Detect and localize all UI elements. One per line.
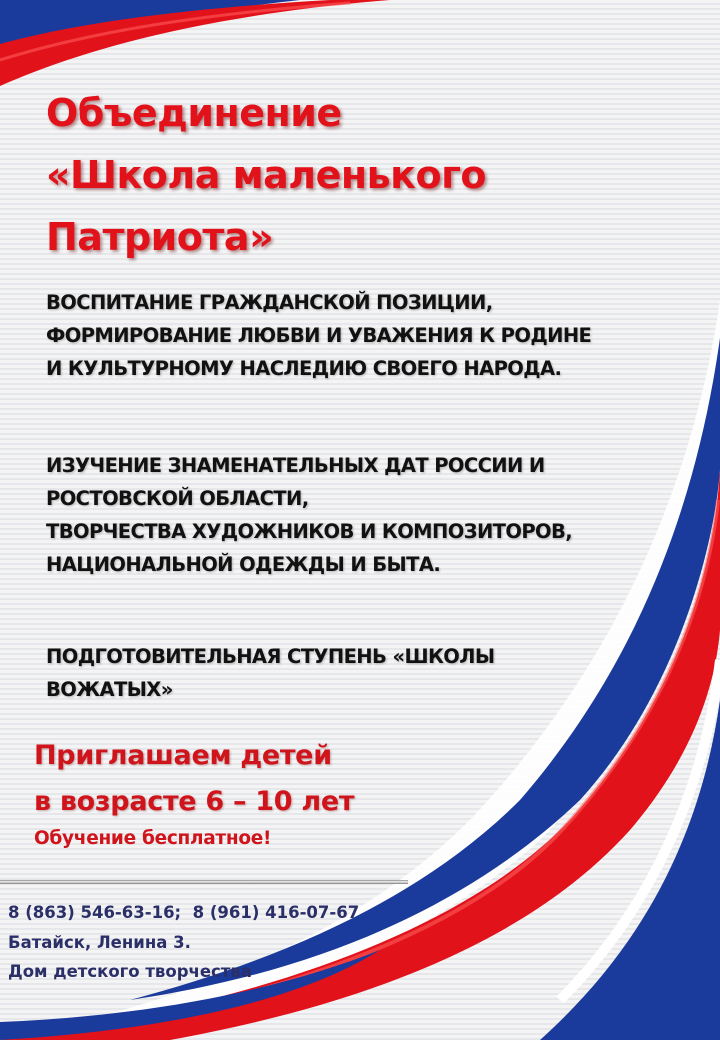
phone-numbers: 8 (863) 546-63-16; 8 (961) 416-07-67: [8, 903, 360, 922]
paragraph-line: И КУЛЬТУРНОМУ НАСЛЕДИЮ СВОЕГО НАРОДА.: [46, 357, 562, 380]
paragraph-line: ИЗУЧЕНИЕ ЗНАМЕНАТЕЛЬНЫХ ДАТ РОССИИ И: [46, 454, 545, 477]
title-line-3: Патриота»: [46, 215, 274, 259]
paragraph-line: НАЦИОНАЛЬНОЙ ОДЕЖДЫ И БЫТА.: [46, 553, 441, 576]
address: Батайск, Ленина 3.: [8, 932, 191, 952]
paragraph-line: ТВОРЧЕСТВА ХУДОЖНИКОВ И КОМПОЗИТОРОВ,: [46, 520, 573, 543]
paragraph-line: ФОРМИРОВАНИЕ ЛЮБВИ И УВАЖЕНИЯ К РОДИНЕ: [46, 324, 592, 347]
invitation-block: [34, 733, 354, 825]
contacts-divider: [0, 880, 408, 884]
title-line-1: Объединение: [46, 91, 342, 135]
organization-name: Дом детского творчества: [8, 962, 252, 981]
paragraph-line: РОСТОВСКОЙ ОБЛАСТИ,: [46, 487, 309, 510]
paragraph-study-topics: [46, 449, 572, 581]
paragraph-citizenship: [46, 286, 591, 385]
paragraph-counselor-school: [46, 640, 495, 706]
title-line-2: «Школа маленького: [46, 153, 487, 197]
free-tuition-note: Обучение бесплатное!: [34, 828, 272, 849]
title-block: [46, 82, 486, 268]
contacts-block: [8, 898, 359, 987]
paragraph-line: ПОДГОТОВИТЕЛЬНАЯ СТУПЕНЬ «ШКОЛЫ: [46, 645, 495, 668]
paragraph-line: ВОСПИТАНИЕ ГРАЖДАНСКОЙ ПОЗИЦИИ,: [46, 291, 493, 314]
invitation-line-1: Приглашаем детей: [34, 740, 332, 771]
paragraph-line: ВОЖАТЫХ»: [46, 678, 173, 701]
invitation-line-2: в возрасте 6 – 10 лет: [34, 786, 355, 817]
